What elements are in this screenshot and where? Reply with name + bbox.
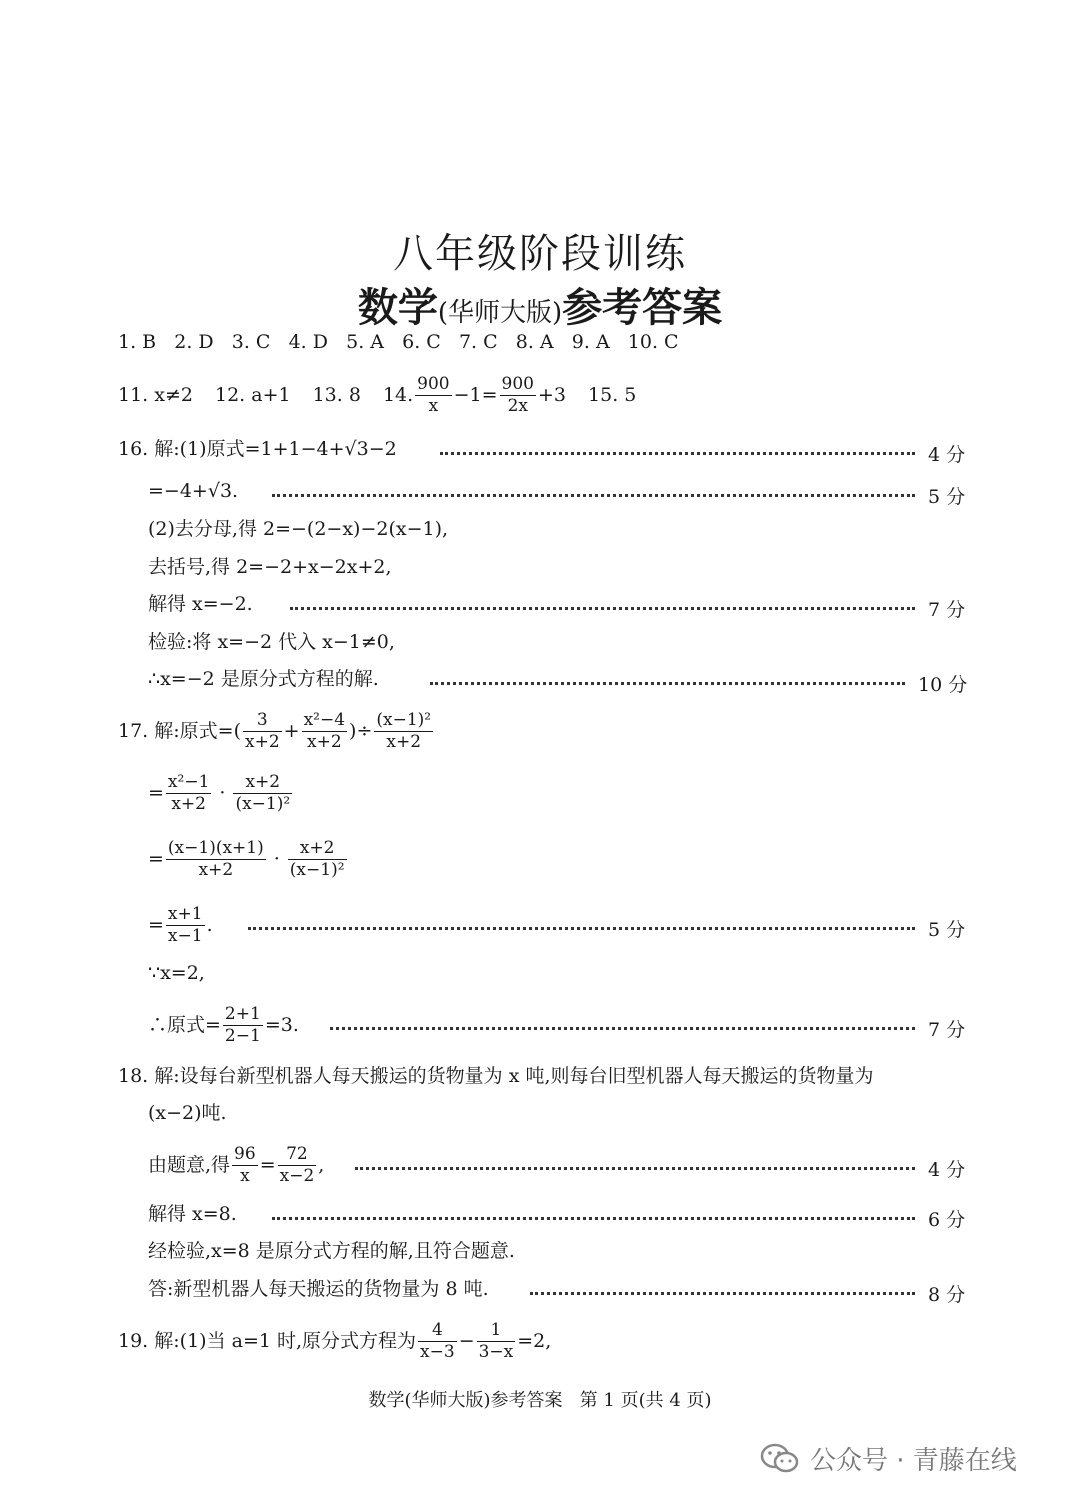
denominator: x+2 bbox=[171, 793, 206, 814]
answer-15: 15. 5 bbox=[588, 383, 637, 406]
operator: · bbox=[273, 847, 280, 870]
page-footer: 数学(华师大版)参考答案 第 1 页(共 4 页) bbox=[368, 1390, 712, 1411]
fraction bbox=[166, 771, 211, 814]
answer-13: 13. 8 bbox=[312, 383, 361, 406]
fraction bbox=[166, 903, 205, 946]
numerator: 1 bbox=[477, 1322, 516, 1342]
denominator: x bbox=[428, 395, 439, 416]
q17-line-6 bbox=[148, 1000, 299, 1050]
numerator: (x−1)(x+1) bbox=[167, 837, 264, 858]
fraction bbox=[302, 709, 347, 752]
score: 5 分 bbox=[928, 486, 966, 508]
score: 4 分 bbox=[928, 1159, 966, 1181]
denominator: x+2 bbox=[245, 731, 280, 752]
text: 由题意,得 bbox=[148, 1153, 231, 1176]
fraction bbox=[232, 1143, 258, 1186]
dot-leader bbox=[272, 494, 915, 497]
score: 5 分 bbox=[928, 919, 966, 941]
q17-line-1 bbox=[118, 706, 435, 756]
q16-line-3: (2)去分母,得 2=−(2−x)−2(x−1), bbox=[148, 518, 449, 540]
dot-leader bbox=[430, 682, 905, 685]
q17-line-4 bbox=[148, 900, 213, 950]
q18-line-1: 18. 解:设每台新型机器人每天搬运的货物量为 x 吨,则每台旧型机器人每天搬运的货物量为 bbox=[118, 1065, 874, 1087]
operator: +3 bbox=[538, 383, 567, 406]
operator: = bbox=[259, 1153, 276, 1176]
watermark bbox=[760, 1440, 1017, 1477]
fraction bbox=[223, 1003, 263, 1046]
q18-line-3 bbox=[148, 1140, 324, 1190]
answer-12: 12. a+1 bbox=[214, 383, 291, 406]
denominator: x+2 bbox=[306, 731, 342, 752]
fraction bbox=[415, 373, 451, 416]
q18-line-5: 经检验,x=8 是原分式方程的解,且符合题意. bbox=[148, 1240, 515, 1262]
q17-line-5: ∵x=2, bbox=[148, 962, 205, 984]
fraction bbox=[477, 1319, 516, 1362]
score: 4 分 bbox=[928, 444, 966, 466]
text: ∴原式= bbox=[148, 1013, 221, 1036]
operator: · bbox=[219, 781, 226, 804]
wechat-icon bbox=[760, 1442, 800, 1476]
numerator: x+2 bbox=[233, 774, 292, 794]
score: 8 分 bbox=[928, 1284, 966, 1306]
operator: − bbox=[458, 1329, 475, 1352]
score: 7 分 bbox=[928, 1019, 966, 1041]
fraction bbox=[288, 837, 347, 880]
q19-line-1 bbox=[118, 1316, 551, 1366]
dot-leader bbox=[530, 1292, 915, 1295]
subtitle-subject: 数学 bbox=[357, 284, 438, 331]
fraction bbox=[166, 837, 266, 880]
denominator: (x−1)² bbox=[235, 793, 291, 814]
answer-11: 11. x≠2 bbox=[118, 383, 193, 406]
numerator: 72 bbox=[278, 1146, 317, 1166]
text: 19. 解:(1)当 a=1 时,原分式方程为 bbox=[118, 1329, 417, 1352]
q17-line-2 bbox=[148, 768, 294, 818]
numerator: 900 bbox=[501, 373, 534, 394]
answers-fill-row bbox=[118, 370, 636, 420]
fraction bbox=[278, 1143, 317, 1186]
operator: = bbox=[148, 913, 164, 936]
q16-line-5: 解得 x=−2. bbox=[148, 593, 253, 615]
text: =2, bbox=[517, 1329, 552, 1352]
denominator: x bbox=[240, 1165, 250, 1186]
dot-leader bbox=[440, 452, 915, 455]
denominator: x−2 bbox=[279, 1165, 315, 1186]
numerator: x+1 bbox=[167, 903, 203, 924]
operator: + bbox=[283, 719, 300, 742]
q18-line-6: 答:新型机器人每天搬运的货物量为 8 吨. bbox=[148, 1278, 489, 1300]
text: =3. bbox=[264, 1013, 299, 1036]
numerator: x²−4 bbox=[303, 709, 346, 730]
q16-line-6: 检验:将 x=−2 代入 x−1≠0, bbox=[148, 631, 395, 653]
dot-leader bbox=[330, 1027, 915, 1030]
q18-line-4: 解得 x=8. bbox=[148, 1203, 237, 1225]
text: . bbox=[206, 913, 213, 936]
dot-leader bbox=[290, 607, 915, 610]
numerator: 2+1 bbox=[224, 1003, 261, 1024]
q16-line-2: =−4+√3. bbox=[148, 480, 239, 502]
text: , bbox=[318, 1153, 325, 1176]
q16-line-7: ∴x=−2 是原分式方程的解. bbox=[148, 668, 379, 690]
q17-line-3 bbox=[148, 834, 349, 884]
denominator: x−3 bbox=[420, 1341, 455, 1362]
page-subtitle bbox=[0, 276, 1080, 333]
numerator: 3 bbox=[243, 712, 282, 732]
dot-leader bbox=[355, 1167, 915, 1170]
numerator: 96 bbox=[234, 1143, 256, 1164]
subtitle-answer: 参考答案 bbox=[562, 284, 723, 331]
operator: )÷ bbox=[349, 719, 373, 742]
denominator: 2x bbox=[507, 395, 528, 416]
numerator: 4 bbox=[418, 1322, 457, 1342]
denominator: 3−x bbox=[478, 1341, 514, 1362]
fraction bbox=[243, 709, 282, 752]
dot-leader bbox=[272, 1217, 915, 1220]
numerator: (x−1)² bbox=[376, 709, 432, 730]
denominator: x+2 bbox=[386, 731, 422, 752]
denominator: (x−1)² bbox=[289, 859, 345, 880]
denominator: x−1 bbox=[167, 925, 203, 946]
score: 10 分 bbox=[918, 674, 968, 696]
fraction bbox=[418, 1319, 457, 1362]
denominator: x+2 bbox=[198, 859, 234, 880]
text: 17. 解:原式=( bbox=[118, 719, 241, 742]
operator: = bbox=[148, 847, 164, 870]
q18-line-2: (x−2)吨. bbox=[148, 1102, 227, 1124]
fraction bbox=[374, 709, 433, 752]
denominator: 2−1 bbox=[224, 1025, 261, 1046]
answers-choice-row: 1. B 2. D 3. C 4. D 5. A 6. C 7. C 8. A 9. A 10. C bbox=[118, 331, 679, 353]
dot-leader bbox=[248, 927, 915, 930]
score: 7 分 bbox=[928, 599, 966, 621]
score: 6 分 bbox=[928, 1209, 966, 1231]
operator: = bbox=[148, 781, 164, 804]
operator: −1= bbox=[453, 383, 498, 406]
q16-line-4: 去括号,得 2=−2+x−2x+2, bbox=[148, 556, 392, 578]
numerator: x+2 bbox=[288, 840, 347, 860]
answer-14-label: 14. bbox=[382, 383, 414, 406]
numerator: x²−1 bbox=[167, 771, 210, 792]
fraction bbox=[233, 771, 292, 814]
fraction bbox=[500, 373, 536, 416]
q16-line-1: 16. 解:(1)原式=1+1−4+√3−2 bbox=[118, 438, 397, 460]
numerator: 900 bbox=[417, 373, 450, 394]
page-title: 八年级阶段训练 bbox=[393, 231, 687, 277]
subtitle-edition: (华师大版) bbox=[437, 298, 563, 328]
watermark-text: 公众号 · 青藤在线 bbox=[810, 1446, 1017, 1476]
